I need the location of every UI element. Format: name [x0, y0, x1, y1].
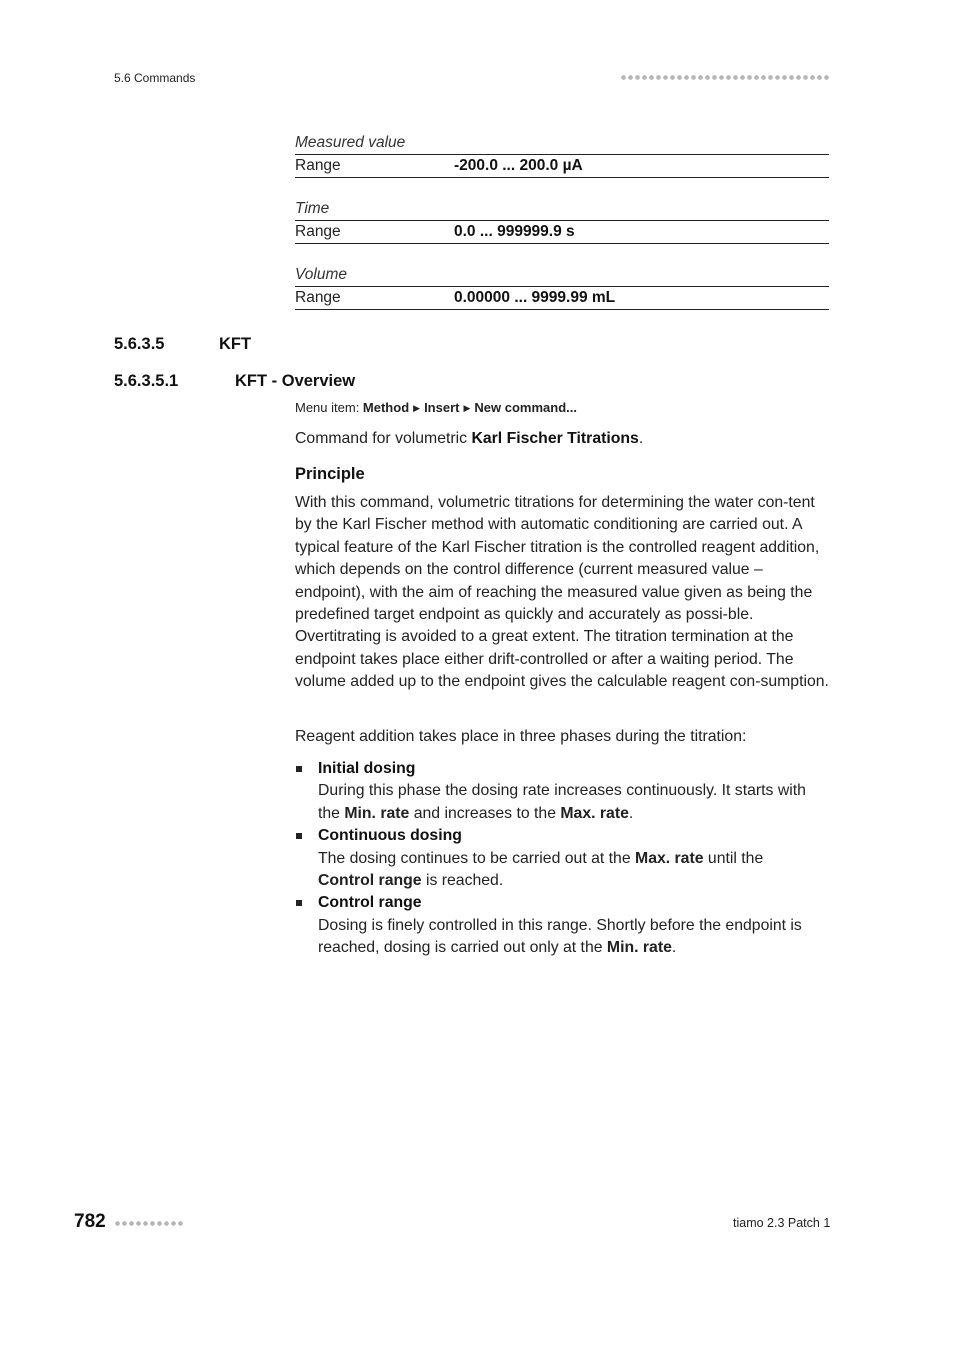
footer-decoration	[114, 1220, 184, 1227]
param-time	[295, 198, 829, 244]
param-key: Range	[295, 157, 341, 174]
param-title: Measured value	[295, 134, 406, 151]
intro-bold: Karl Fischer Titrations	[471, 430, 639, 447]
header-decoration	[620, 74, 830, 81]
footer-product: tiamo 2.3 Patch 1	[733, 1216, 831, 1230]
section-title: KFT	[219, 335, 252, 353]
bullet-icon	[296, 766, 302, 772]
menu-item-path	[295, 400, 577, 415]
menu-insert: Insert	[424, 400, 460, 415]
bullet-title: Continuous dosing	[318, 827, 462, 845]
principle-paragraph: With this command, volumetric titrations for determining the water con-tent by the Karl Fischer method with automatic conditioning are carried out. A typical feature of the Karl Fischer titration is the controlled reagent addition, which depends on the control difference (current measured value – endpoint), with the aim of reaching the measured value given as being the predefined target endpoint as quickly and accurately as possi-ble. Overtitrating is avoided to a great extent. The titration termination at the endpoint takes place either drift-controlled or after a waiting period. The volume added up to the endpoint gives the calculable reagent con-sumption.	[295, 494, 829, 691]
bullet-title: Control range	[318, 894, 422, 912]
param-value: -200.0 ... 200.0 µA	[454, 157, 583, 174]
menu-prefix: Menu item:	[295, 400, 363, 415]
bullet-icon	[296, 900, 302, 906]
list-item	[295, 758, 830, 825]
arrow-right-icon: ▶	[413, 403, 421, 413]
bullet-description: During this phase the dosing rate increases continuously. It starts with the Min. rate and increases to the Max. rate.	[318, 782, 806, 822]
section-number: 5.6.3.5	[114, 335, 165, 353]
param-row	[295, 220, 829, 244]
param-row	[295, 286, 829, 310]
section-number: 5.6.3.5.1	[114, 372, 179, 390]
phases-list	[295, 758, 830, 960]
section-title: KFT - Overview	[235, 372, 356, 390]
running-header-section: 5.6 Commands	[114, 71, 196, 85]
bullet-icon	[296, 833, 302, 839]
intro-end: .	[638, 430, 644, 447]
param-title: Time	[295, 200, 330, 217]
param-key: Range	[295, 223, 341, 240]
param-key: Range	[295, 289, 341, 306]
principle-heading: Principle	[295, 465, 365, 483]
bullet-description: The dosing continues to be carried out at the Max. rate until the Control range is reached.	[318, 849, 764, 890]
bullet-title: Initial dosing	[318, 760, 416, 777]
list-item	[295, 892, 830, 959]
intro-paragraph	[295, 428, 830, 450]
menu-new-command: New command...	[474, 400, 577, 415]
param-row	[295, 154, 829, 178]
param-value: 0.0 ... 999999.9 s	[454, 223, 575, 240]
intro-text: Command for volumetric	[295, 430, 472, 447]
menu-method: Method	[362, 400, 410, 415]
phases-intro: Reagent addition takes place in three phases during the titration:	[295, 728, 747, 745]
bullet-description: Dosing is finely controlled in this range. Shortly before the endpoint is reached, dosing is carried out only at the Min. rate.	[318, 916, 802, 957]
param-title: Volume	[295, 266, 347, 283]
arrow-right-icon: ▶	[463, 403, 471, 413]
param-value: 0.00000 ... 9999.99 mL	[454, 289, 616, 306]
param-measured-value	[295, 132, 829, 178]
page-number: 782	[74, 1211, 106, 1232]
list-item	[295, 825, 830, 892]
param-volume	[295, 264, 829, 310]
